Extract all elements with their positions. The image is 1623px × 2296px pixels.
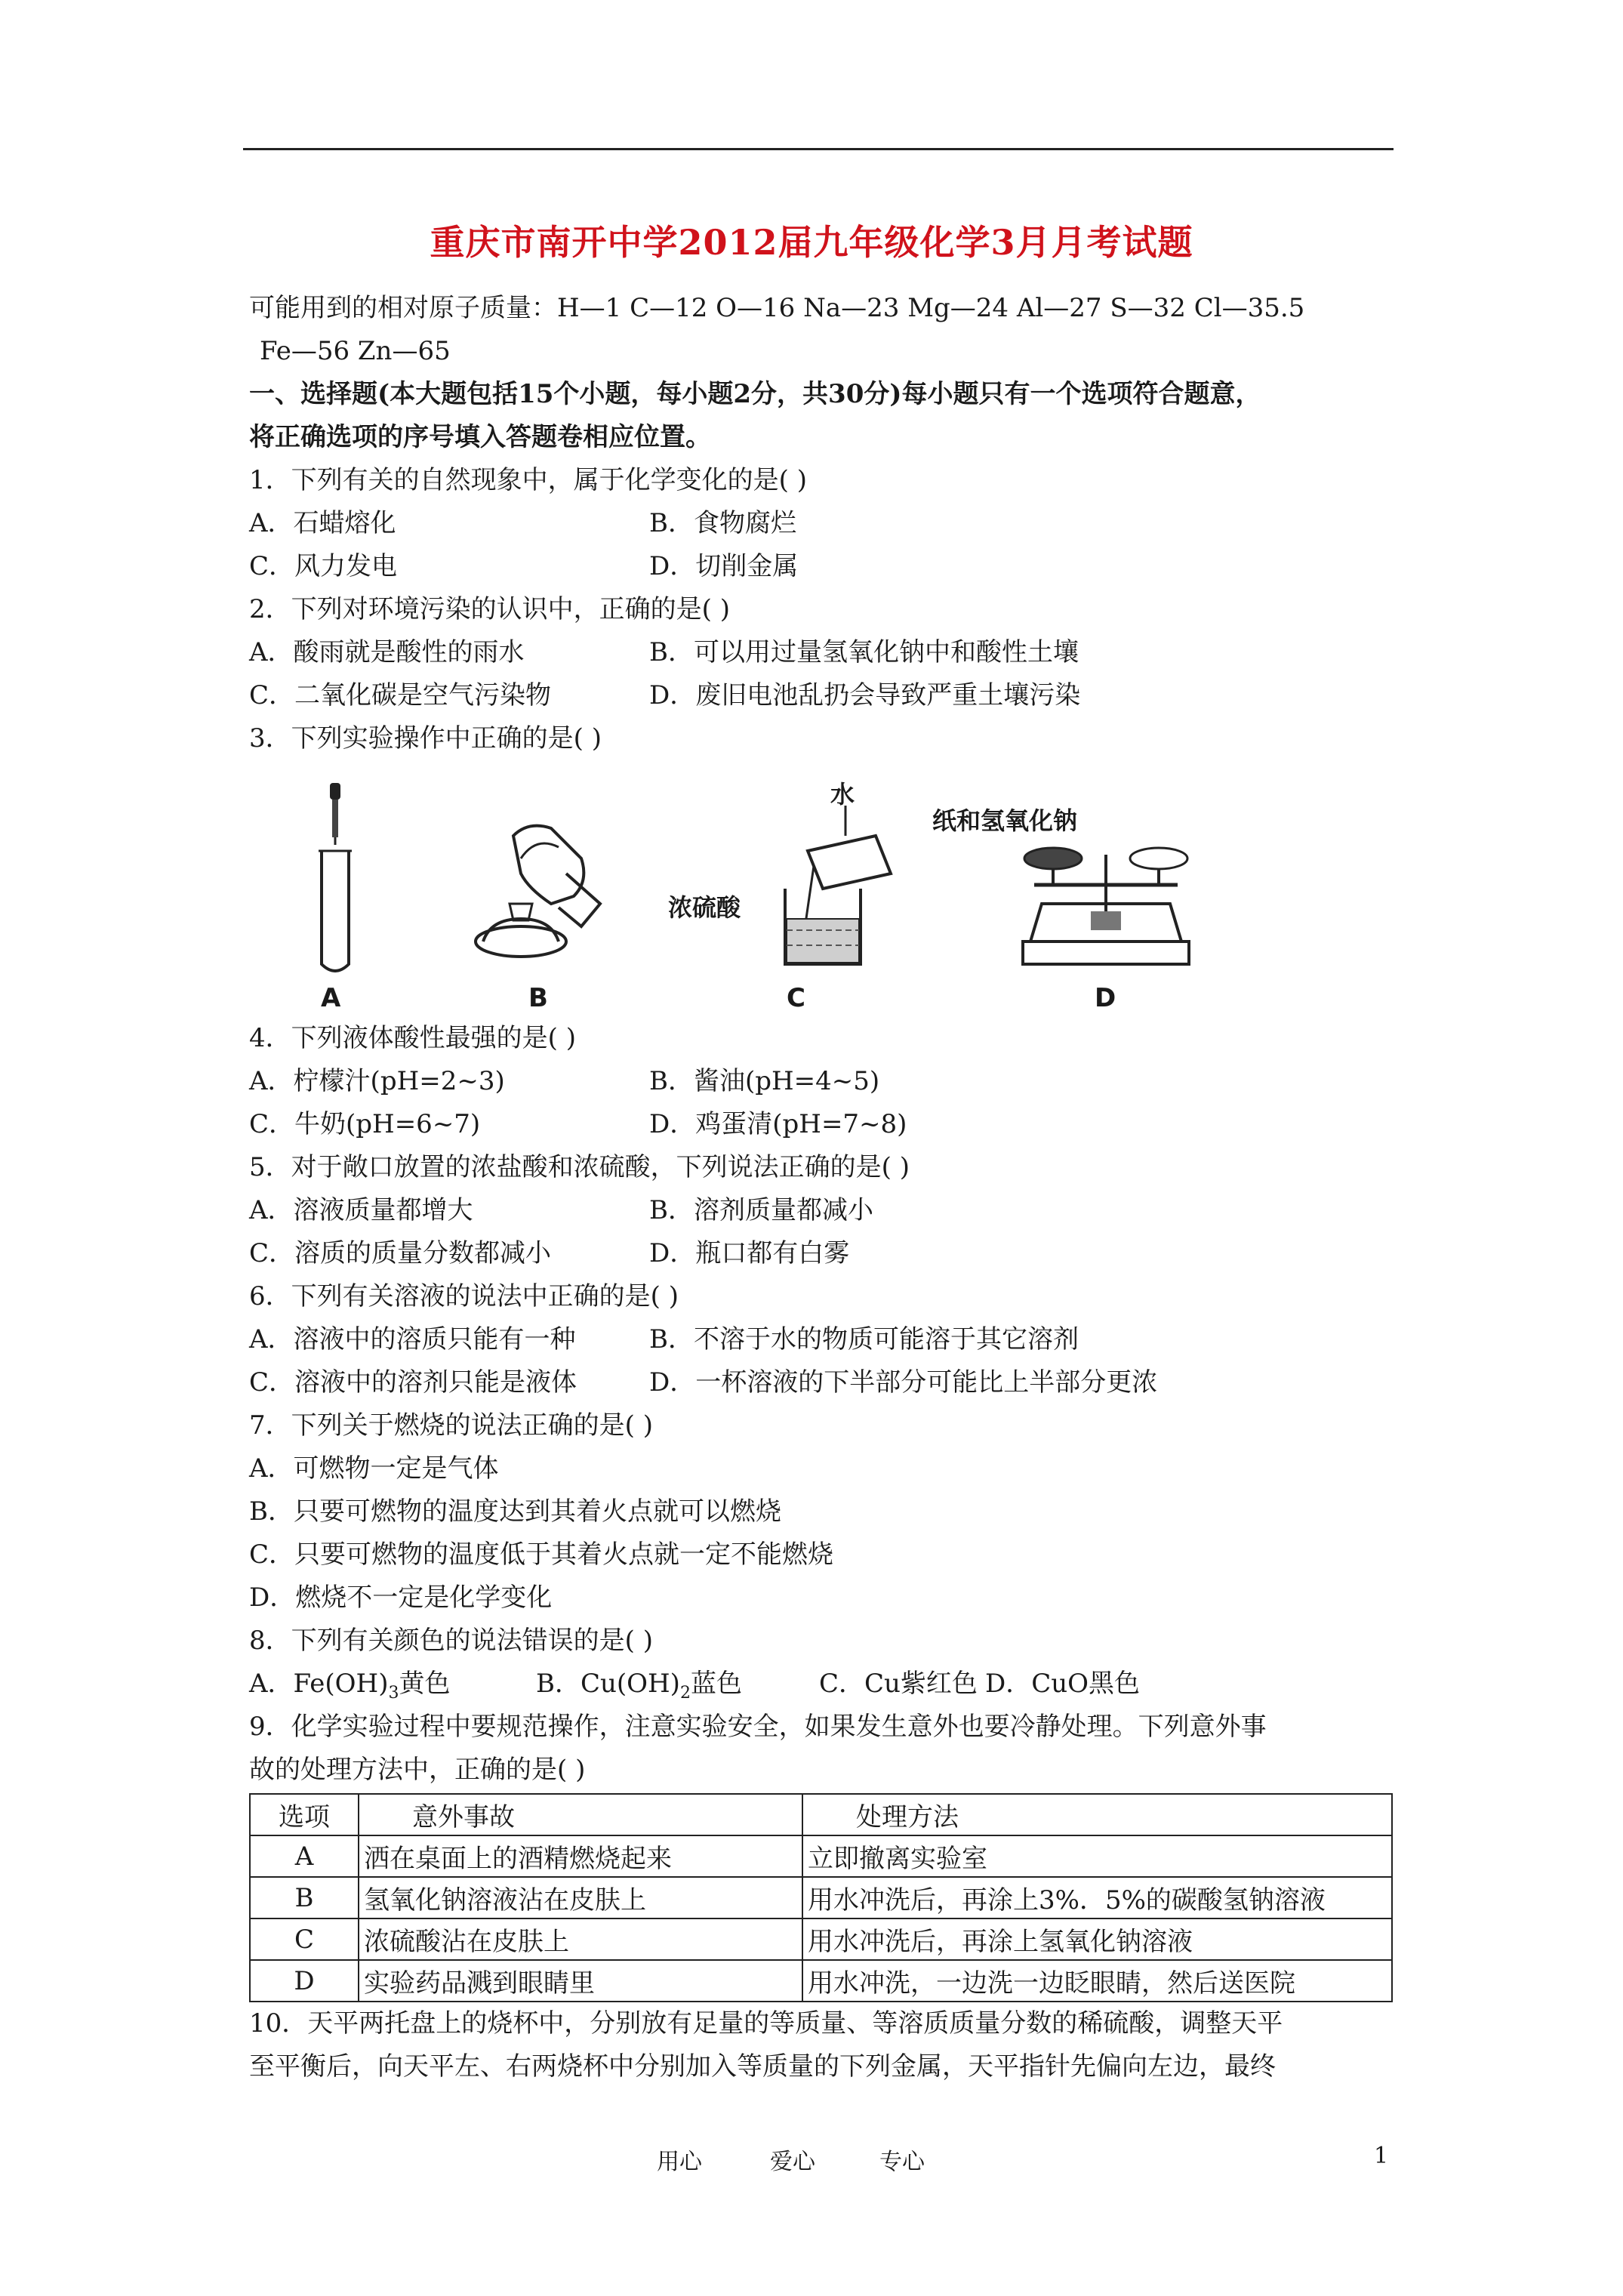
footer-text-2: 爱心 [770,2149,815,2175]
page-number: 1 [1374,2143,1389,2169]
question-5-options-row-2 [249,1232,1397,1275]
question-7-option-b: B．只要可燃物的温度达到其着火点就可以燃烧 [249,1496,781,1527]
label-conc-sulfuric-acid: 浓硫酸 [668,893,741,922]
figure-label-b: B [528,983,548,1013]
table-row [250,1835,1392,1877]
question-2-option-c: C．二氧化碳是空气污染物 [249,680,552,710]
table-cell-option: A [250,1835,359,1877]
question-8-option-a: A．$Fe(OH)_3$黄色 [249,1669,451,1703]
question-1-option-a: A．石蜡熔化 [249,508,396,538]
label-water: 水 [830,780,855,809]
question-6-stem: 6．下列有关溶液的说法中正确的是( ) [249,1281,679,1311]
header-rule [243,148,1394,150]
question-3-figure [249,760,1397,1017]
question-8-option-b: B．$Cu(OH)_2$蓝色 [536,1669,742,1703]
question-7-option-d: D．燃烧不一定是化学变化 [249,1583,553,1613]
question-6-options-row-2 [249,1361,1397,1404]
question-1-options-row-2 [249,545,1397,588]
question-6-option-c: C．溶液中的溶剂只能是液体 [249,1367,577,1398]
question-2-stem: 2．下列对环境污染的认识中，正确的是( ) [249,594,730,624]
question-4-stem: 4．下列液体酸性最强的是( ) [249,1023,576,1053]
question-1-stem: 1．下列有关的自然现象中，属于化学变化的是( ) [249,465,807,495]
question-1-options-row-1 [249,502,1397,545]
question-4-option-c: C．牛奶(pH=6~7) [249,1109,481,1139]
question-6-option-a: A．溶液中的溶质只能有一种 [249,1324,576,1354]
question-6-options-row-1 [249,1318,1397,1361]
atomic-mass-line-2: Fe—56 Zn—65 [260,336,451,366]
figure-label-a: A [321,983,341,1013]
beaker-pouring-illustration [778,806,951,972]
table-cell-method: 立即撤离实验室 [802,1835,1392,1877]
question-4-option-b: B．酱油(pH=4~5) [649,1066,880,1096]
question-8-option-c: C．Cu紫红色 [819,1669,978,1699]
table-header-method: 处理方法 [802,1794,1392,1835]
section-heading-line-2: 将正确选项的序号填入答题卷相应位置。 [249,422,711,452]
table-cell-method: 用水冲洗后，再涂上3%．5%的碳酸氢钠溶液 [802,1877,1392,1918]
table-cell-accident: 实验药品溅到眼睛里 [359,1960,802,2002]
figure-label-d: D [1095,983,1116,1013]
table-cell-option: D [250,1960,359,2002]
question-3-stem: 3．下列实验操作中正确的是( ) [249,723,602,754]
question-7-option-a: A．可燃物一定是气体 [249,1453,499,1484]
table-cell-option: B [250,1877,359,1918]
accident-handling-table [249,1793,1393,2002]
question-5-option-d: D．瓶口都有白雾 [649,1238,850,1268]
question-4-option-a: A．柠檬汁(pH=2~3) [249,1066,505,1096]
question-2-options-row-1 [249,631,1397,674]
question-4-options-row-1 [249,1060,1397,1103]
question-4-options-row-2 [249,1103,1397,1146]
question-2-options-row-2 [249,674,1397,717]
table-row [250,1960,1392,2002]
question-5-option-a: A．溶液质量都增大 [249,1195,473,1225]
table-cell-method: 用水冲洗后，再涂上氢氧化钠溶液 [802,1918,1392,1960]
table-cell-method: 用水冲洗，一边洗一边眨眼睛，然后送医院 [802,1960,1392,2002]
question-5-option-b: B．溶剂质量都减小 [649,1195,873,1225]
question-1-option-b: B．食物腐烂 [649,508,796,538]
label-paper-and-naoh: 纸和氢氧化钠 [932,806,1078,835]
dropper-test-tube-illustration [302,783,370,975]
question-8-option-d: D．CuO黑色 [985,1669,1141,1699]
bottle-pouring-illustration [468,813,619,972]
table-row [250,1877,1392,1918]
footer-text-1: 用心 [657,2149,702,2175]
question-5-option-c: C．溶质的质量分数都减小 [249,1238,552,1268]
question-10-stem-line-2: 至平衡后，向天平左、右两烧杯中分别加入等质量的下列金属，天平指针先偏向左边，最终 [249,2051,1276,2082]
exam-content [249,287,1397,2088]
question-5-options-row-1 [249,1189,1397,1232]
question-10-stem-line-1: 10．天平两托盘上的烧杯中，分别放有足量的等质量、等溶质质量分数的稀硫酸，调整天平 [249,2008,1283,2039]
page-title: 重庆市南开中学2012届九年级化学3月月考试题 [430,222,1193,263]
question-4-option-d: D．鸡蛋清(pH=7~8) [649,1109,907,1139]
question-7-stem: 7．下列关于燃烧的说法正确的是( ) [249,1410,653,1441]
question-9-stem-line-1: 9．化学实验过程中要规范操作，注意实验安全，如果发生意外也要冷静处理。下列意外事 [249,1712,1267,1742]
question-7-option-c: C．只要可燃物的温度低于其着火点就一定不能燃烧 [249,1539,834,1570]
question-8-stem: 8．下列有关颜色的说法错误的是( ) [249,1626,653,1656]
question-5-stem: 5．对于敞口放置的浓盐酸和浓硫酸，下列说法正确的是( ) [249,1152,910,1182]
table-row [250,1918,1392,1960]
table-cell-accident: 洒在桌面上的酒精燃烧起来 [359,1835,802,1877]
question-1-option-d: D．切削金属 [649,551,799,581]
table-header-row [250,1794,1392,1835]
question-6-option-b: B．不溶于水的物质可能溶于其它溶剂 [649,1324,1079,1354]
table-header-option: 选项 [250,1794,359,1835]
section-heading-line-1: 一、选择题(本大题包括15个小题，每小题2分，共30分)每小题只有一个选项符合题意， [249,379,1261,409]
footer-text-3: 专心 [879,2149,925,2175]
balance-scale-illustration [1019,828,1193,975]
atomic-mass-line-1: 可能用到的相对原子质量：H—1 C—12 O—16 Na—23 Mg—24 Al—27 S—32 Cl—35.5 [249,293,1305,323]
question-1-option-c: C．风力发电 [249,551,398,581]
table-header-accident: 意外事故 [359,1794,802,1835]
question-6-option-d: D．一杯溶液的下半部分可能比上半部分更浓 [649,1367,1158,1398]
table-cell-option: C [250,1918,359,1960]
table-cell-accident: 浓硫酸沾在皮肤上 [359,1918,802,1960]
question-2-option-d: D．废旧电池乱扔会导致严重土壤污染 [649,680,1081,710]
table-cell-accident: 氢氧化钠溶液沾在皮肤上 [359,1877,802,1918]
question-2-option-b: B．可以用过量氢氧化钠中和酸性土壤 [649,637,1079,667]
question-9-stem-line-2: 故的处理方法中，正确的是( ) [249,1755,586,1785]
figure-label-c: C [787,983,805,1013]
question-2-option-a: A．酸雨就是酸性的雨水 [249,637,525,667]
question-8-options-row [249,1663,1397,1706]
